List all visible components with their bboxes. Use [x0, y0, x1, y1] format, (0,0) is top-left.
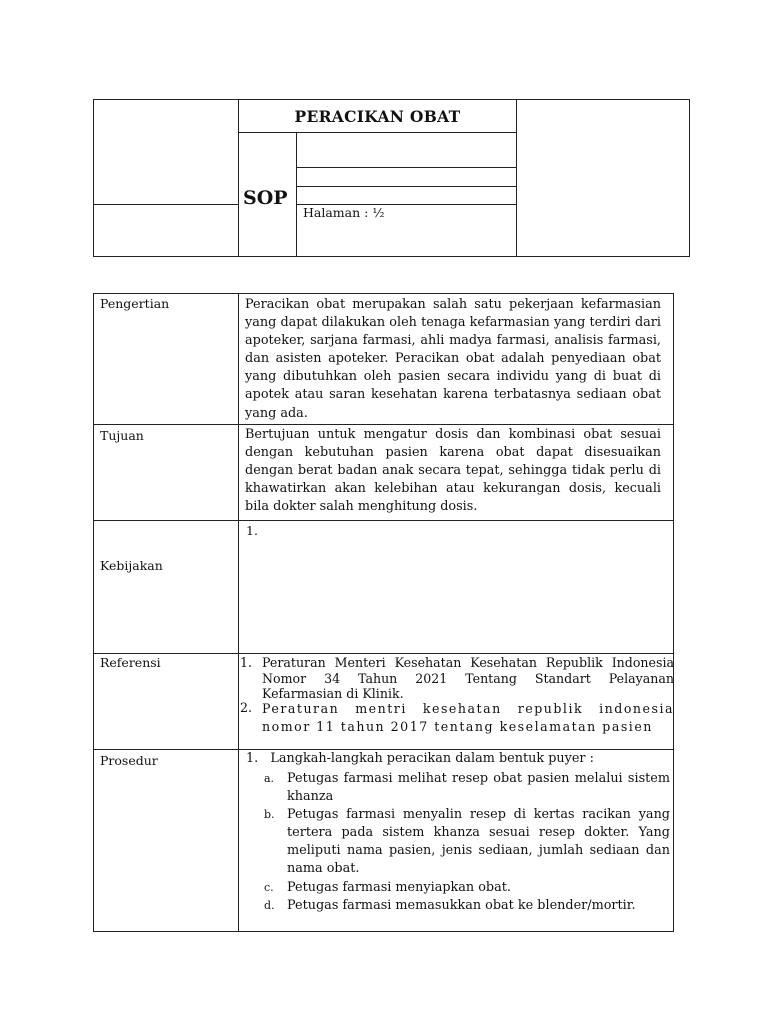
sub-item-text: Petugas farmasi memasukkan obat ke blender/mortir.	[287, 898, 636, 913]
sub-item-text: Petugas farmasi melihat resep obat pasien melalui sistem khanza	[287, 771, 670, 805]
kebijakan-item-number: 1.	[246, 523, 258, 538]
sop-label: SOP	[243, 187, 288, 209]
pengertian-label: Pengertian	[100, 296, 170, 311]
referensi-item-number: 1.	[240, 655, 253, 670]
referensi-label: Referensi	[100, 655, 161, 670]
referensi-item-text: Peraturan Menteri Kesehatan Kesehatan Republik Indonesia Nomor 34 Tahun 2021 Tentang Standart Pelayanan Kefarmasian di Klinik.	[262, 655, 674, 701]
prosedur-label: Prosedur	[100, 753, 158, 768]
page-number: Halaman : ½	[303, 205, 385, 220]
kebijakan-label: Kebijakan	[100, 558, 163, 573]
sub-item-letter: b.	[264, 808, 275, 821]
referensi-item-number: 2.	[240, 700, 253, 715]
sub-item-letter: a.	[264, 772, 275, 785]
prosedur-main-item: 1. Langkah-langkah peracikan dalam bentuk puyer :	[246, 751, 594, 766]
tujuan-label: Tujuan	[100, 428, 144, 443]
document-title: PERACIKAN OBAT	[294, 106, 461, 126]
tujuan-text: Bertujuan untuk mengatur dosis dan kombinasi obat sesuai dengan kebutuhan pasien karena obat dapat disesuaikan dengan berat badan anak secara tepat, sehingga tidak perlu di khawatirkan akan kelebihan atau kekurangan dosis, kecuali bila dokter salah menghitung dosis.	[245, 427, 661, 515]
sub-item-letter: d.	[264, 899, 275, 912]
pengertian-text: Peracikan obat merupakan salah satu pekerjaan kefarmasian yang dapat dilakukan oleh tenaga kefarmasian yang terdiri dari apoteker, sarjana farmasi, ahli madya farmasi, analisis farmasi, dan asisten apoteker. Peracikan obat adalah penyediaan obat yang dibutuhkan oleh pasien secara individu yang di buat di apotek atau saran kesehatan karena terbatasnya sediaan obat yang ada.	[245, 297, 661, 421]
sub-item-text: Petugas farmasi menyalin resep di kertas racikan yang tertera pada sistem khanza sesuai resep dokter. Yang meliputi nama pasien, jenis sediaan, jumlah sediaan dan nama obat.	[287, 807, 670, 877]
sub-item-letter: c.	[264, 881, 274, 894]
referensi-item-text: Peraturan mentri kesehatan republik indonesia nomor 11 tahun 2017 tentang keselamatan pasien	[262, 701, 674, 734]
sub-item-text: Petugas farmasi menyiapkan obat.	[287, 880, 511, 895]
